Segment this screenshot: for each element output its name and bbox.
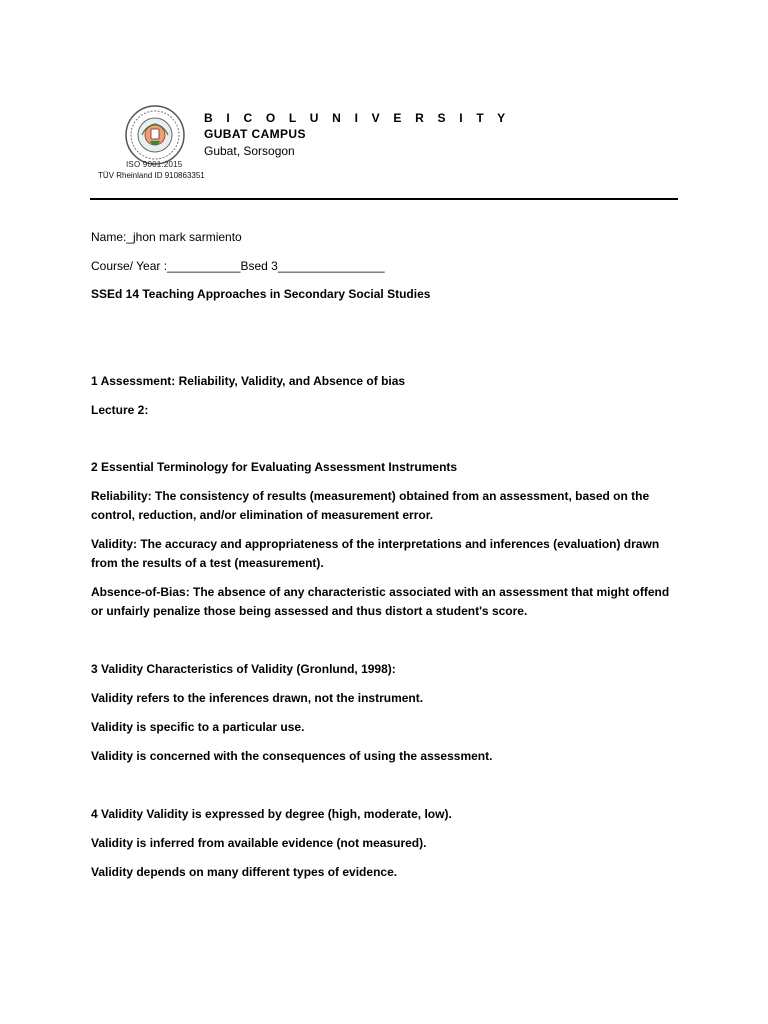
section-2-title: 2 Essential Terminology for Evaluating Assessment Instruments	[91, 460, 458, 474]
section-3-title: 3 Validity Characteristics of Validity (Gronlund, 1998):	[91, 662, 396, 676]
section-1-title: 1 Assessment: Reliability, Validity, and Absence of bias	[91, 374, 406, 388]
lecture-label: Lecture 2:	[91, 403, 149, 417]
absence-of-bias-definition: Absence-of-Bias: The absence of any characteristic associated with an assessment that might offend or unfairly penalize those being assessed and thus distort a student's score.	[91, 585, 670, 618]
header-divider	[90, 198, 678, 200]
course-title: SSEd 14 Teaching Approaches in Secondary Social Studies	[91, 287, 431, 301]
section-3-item: Validity is concerned with the consequences of using the assessment.	[91, 749, 493, 763]
student-name-field: Name:_jhon mark sarmiento	[91, 230, 242, 244]
university-name: B I C O L U N I V E R S I T Y	[204, 111, 511, 125]
section-4-item: Validity is inferred from available evidence (not measured).	[91, 836, 427, 850]
section-3-item: Validity refers to the inferences drawn, not the instrument.	[91, 691, 424, 705]
campus-location: Gubat, Sorsogon	[204, 144, 295, 158]
section-3-item: Validity is specific to a particular use.	[91, 720, 305, 734]
tuv-certification-id: TÜV Rheinland ID 910863351	[98, 171, 205, 180]
university-seal-logo	[124, 104, 186, 166]
validity-definition: Validity: The accuracy and appropriateness of the interpretations and inferences (evaluation) drawn from the results of a test (measurement).	[91, 537, 660, 570]
campus-name: GUBAT CAMPUS	[204, 127, 306, 141]
section-4-item: Validity depends on many different types of evidence.	[91, 865, 398, 879]
reliability-definition: Reliability: The consistency of results (measurement) obtained from an assessment, based on the control, reduction, and/or elimination of measurement error.	[91, 489, 650, 522]
section-4-title: 4 Validity Validity is expressed by degree (high, moderate, low).	[91, 807, 452, 821]
iso-certification: ISO 9001:2015	[126, 160, 183, 169]
course-year-field: Course/ Year :___________Bsed 3________________	[91, 259, 385, 273]
